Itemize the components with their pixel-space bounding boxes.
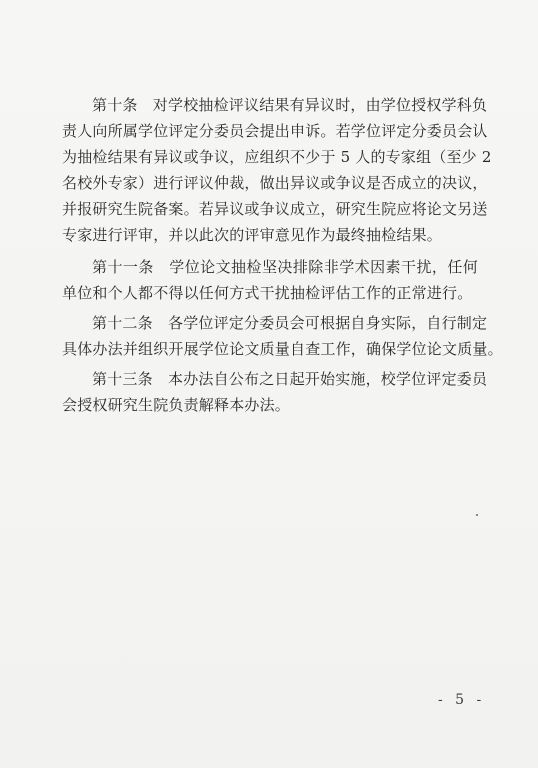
article-12-paragraph — [62, 310, 503, 362]
paragraph-line: 第十条 对学校抽检评议结果有异议时，由学位授权学科负 — [92, 96, 488, 114]
paragraph-line: 专家进行评审，并以此次的评审意见作为最终抽检结果。 — [62, 226, 443, 244]
paragraph-line: 单位和个人都不得以任何方式干扰抽检评估工作的正常进行。 — [62, 284, 473, 302]
paragraph-line: 第十三条 本办法自公布之日起开始实施，校学位评定委员 — [92, 370, 488, 388]
page-number: - 5 - — [438, 692, 486, 708]
paragraph-line: 并报研究生院备案。若异议或争议成立，研究生院应将论文另送 — [62, 200, 488, 218]
scan-speck — [476, 514, 478, 516]
paragraph-line: 责人向所属学位评定分委员会提出申诉。若学位评定分委员会认 — [62, 122, 488, 140]
article-10-paragraph — [62, 92, 492, 248]
paragraph-line: 名校外专家）进行评议仲裁，做出异议或争议是否成立的决议， — [62, 174, 488, 192]
paragraph-line: 第十一条 学位论文抽检坚决排除非学术因素干扰，任何 — [92, 258, 478, 276]
article-13-paragraph — [62, 366, 488, 418]
paragraph-line: 为抽检结果有异议或争议，应组织不少于 5 人的专家组（至少 2 — [62, 148, 492, 166]
paragraph-line: 会授权研究生院负责解释本办法。 — [62, 396, 291, 414]
article-11-paragraph — [62, 254, 478, 306]
paragraph-line: 第十二条 各学位评定分委员会可根据自身实际，自行制定 — [92, 314, 488, 332]
paragraph-line: 具体办法并组织开展学位论文质量自查工作，确保学位论文质量。 — [62, 340, 503, 358]
